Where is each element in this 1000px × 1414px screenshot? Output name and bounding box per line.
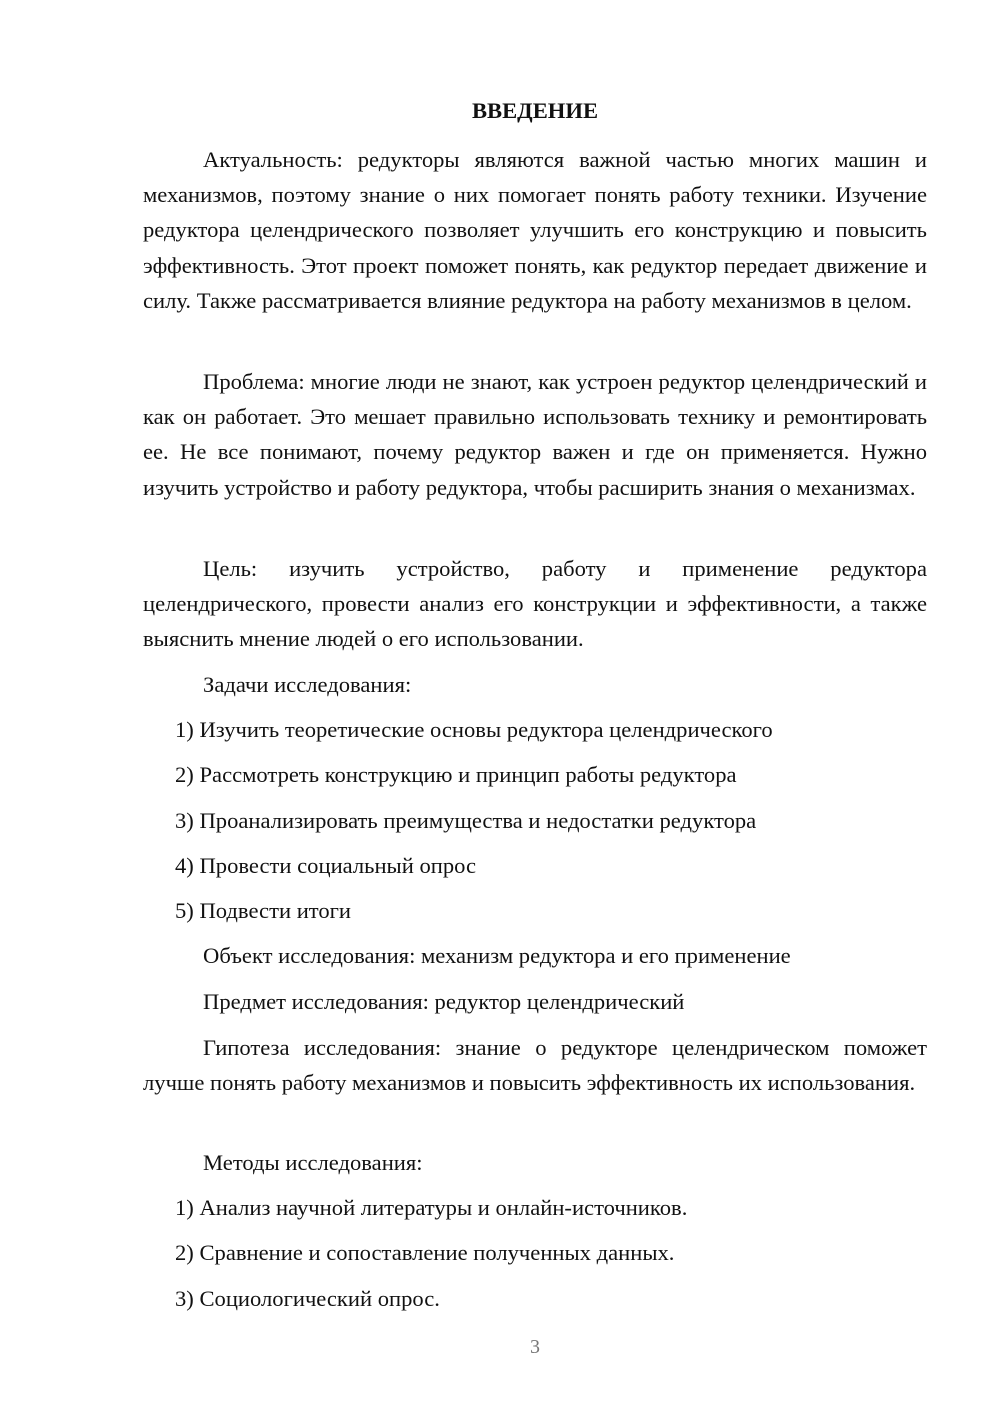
hypothesis-paragraph: Гипотеза исследования: знание о редукторе целендрическом поможет лучше понять работу механизмов и повысить эффективность их использования. (143, 1035, 927, 1096)
object-line: Объект исследования: механизм редуктора и его применение (203, 943, 791, 968)
goal-paragraph: Цель: изучить устройство, работу и применение редуктора целендрического, провести анализ его конструкции и эффективности, а также выяснить мнение людей о его использовании. (143, 556, 927, 652)
methods-heading: Методы исследования: (203, 1150, 423, 1175)
subject-line: Предмет исследования: редуктор целендрический (203, 989, 685, 1014)
tasks-heading: Задачи исследования: (203, 672, 412, 697)
method-item: 2) Сравнение и сопоставление полученных данных. (175, 1240, 675, 1265)
task-item: 5) Подвести итоги (175, 898, 352, 923)
task-item: 1) Изучить теоретические основы редуктора целендрического (175, 717, 773, 742)
method-item: 3) Социологический опрос. (175, 1286, 440, 1311)
method-item: 1) Анализ научной литературы и онлайн-источников. (175, 1195, 688, 1220)
relevance-paragraph: Актуальность: редукторы являются важной частью многих машин и механизмов, поэтому знание о них помогает понять работу техники. Изучение редуктора целендрического позволяет улучшить его конструкцию и повысить эффективность. Этот проект поможет понять, как редуктор передает движение и силу. Также рассматривается влияние редуктора на работу механизмов в целом. (143, 147, 927, 313)
task-item: 4) Провести социальный опрос (175, 853, 477, 878)
task-item: 2) Рассмотреть конструкцию и принцип работы редуктора (175, 762, 737, 787)
document-page (143, 0, 927, 1414)
task-item: 3) Проанализировать преимущества и недостатки редуктора (175, 808, 757, 833)
page-title: ВВЕДЕНИЕ (471, 98, 599, 123)
problem-paragraph: Проблема: многие люди не знают, как устроен редуктор целендрический и как он работает. Это мешает правильно использовать технику и ремонтировать ее. Не все понимают, почему редуктор важен и где он применяется. Нужно изучить устройство и работу редуктора, чтобы расширить знания о механизмах. (143, 369, 927, 500)
page-number: 3 (530, 1336, 540, 1358)
